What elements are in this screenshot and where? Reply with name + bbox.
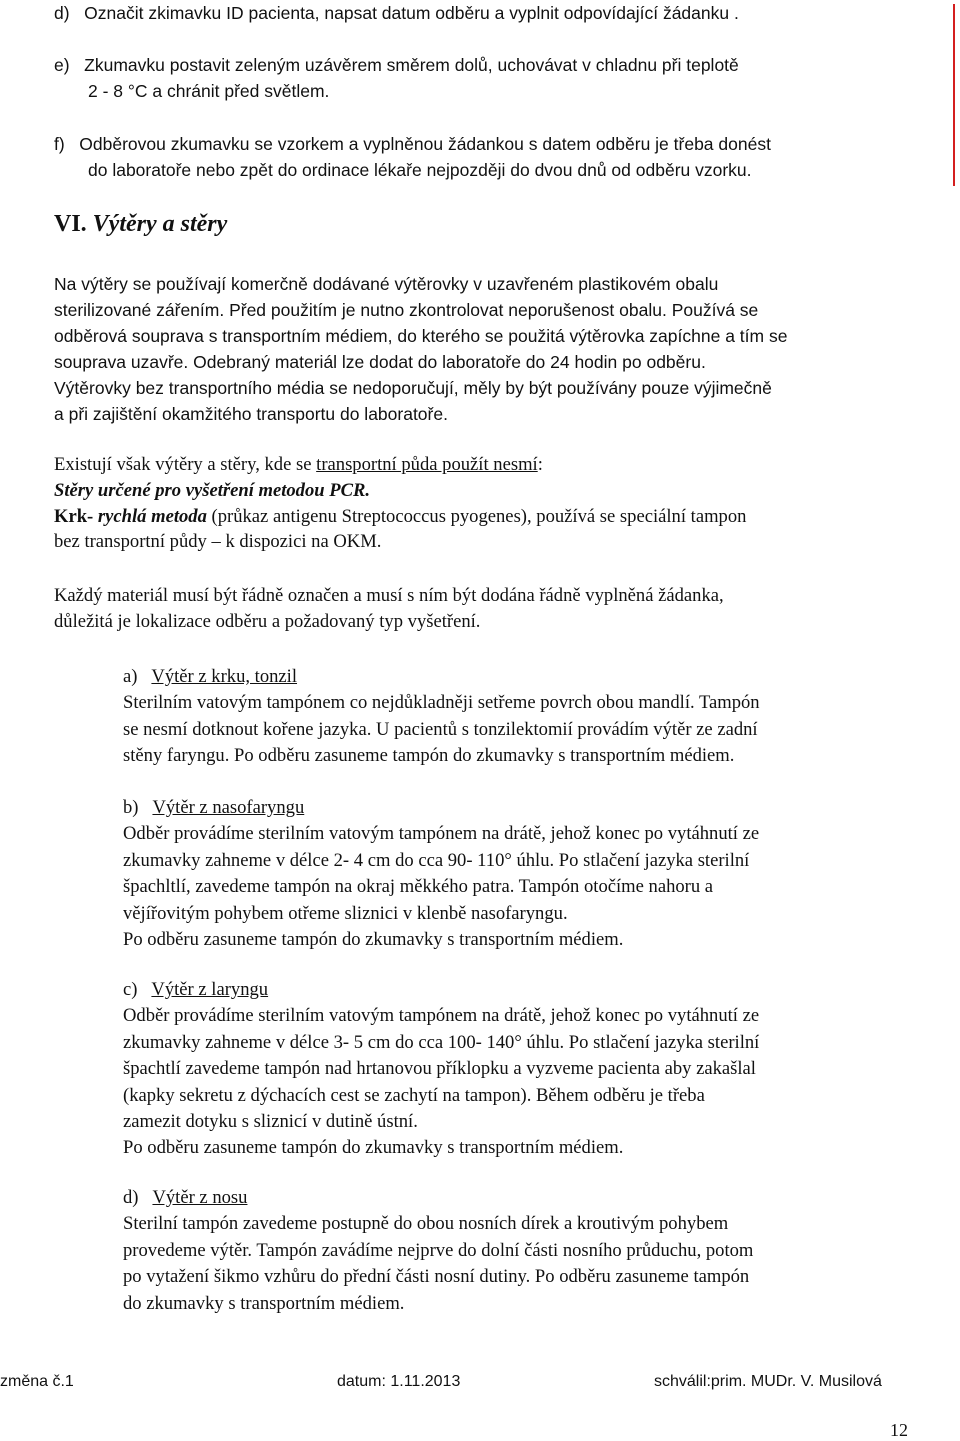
step-text: Zkumavku postavit zeleným uzávěrem směrem dolů, uchovávat v chladnu při teplotě — [84, 55, 739, 75]
swab-c — [123, 977, 913, 1162]
swab-title: Výtěr z laryngu — [151, 979, 269, 1000]
swab-letter: d) — [123, 1187, 139, 1208]
intro-line: Na výtěry se používají komerčně dodávané výtěrovky v uzavřeném plastikovém obalu — [54, 274, 719, 294]
swab-line: vějířovitým pohybem otřeme sliznici v klenbě nasofaryngu. — [123, 902, 568, 924]
swab-line: zkumavky zahneme v délce 3- 5 cm do cca 100- 140° úhlu. Po stlačení jazyka sterilní — [123, 1031, 760, 1053]
krk-text: (průkaz antigenu Streptococcus pyogenes), používá se speciální tampon — [206, 505, 747, 527]
step-letter: d) — [54, 3, 70, 23]
krk-text-cont: bez transportní půdy – k dispozici na OKM. — [54, 531, 382, 553]
exception-underlined: transportní půda použít nesmí — [316, 454, 538, 475]
swab-line: Po odběru zasuneme tampón do zkumavky s transportním médiem. — [123, 929, 624, 951]
swab-title: Výtěr z nosu — [152, 1187, 248, 1208]
intro-line: odběrová souprava s transportním médiem, do kterého se použitá výtěrovka zapíchne a tím se — [54, 326, 788, 346]
page-number: 12 — [890, 1420, 908, 1440]
intro-paragraph — [54, 271, 934, 427]
margin-change-bar — [953, 4, 955, 186]
step-text-cont: do laboratoře nebo zpět do ordinace lékaře nejpozději do dvou dnů od odběru vzorku. — [88, 160, 752, 180]
step-text-cont: 2 - 8 °C a chránit před světlem. — [88, 81, 330, 101]
swab-line: zamezit dotyku s sliznicí v dutině ústní. — [123, 1111, 418, 1133]
step-letter: f) — [54, 134, 65, 154]
exception-paragraph — [54, 452, 934, 555]
section-number: VI. — [54, 211, 87, 237]
footer-date: datum: 1.11.2013 — [337, 1373, 461, 1390]
swab-line: Sterilním vatovým tampónem co nejdůkladněji setřeme povrch obou mandlí. Tampón — [123, 692, 760, 714]
step-f — [54, 131, 934, 183]
swab-title: Výtěr z nasofaryngu — [152, 797, 305, 818]
step-d — [54, 0, 934, 26]
exception-prefix: Existují však výtěry a stěry, kde se — [54, 454, 317, 475]
section-heading — [54, 211, 227, 238]
swab-line: Odběr provádíme sterilním vatovým tampónem na drátě, jehož konec po vytáhnutí ze — [123, 1005, 760, 1027]
intro-line: Výtěrovky bez transportního média se nedoporučují, měly by být používány pouze výjimečně — [54, 378, 772, 398]
labeling-paragraph — [54, 583, 934, 635]
pcr-note: Stěry určené pro vyšetření metodou PCR. — [54, 479, 371, 501]
swab-line: se nesmí dotknout kořene jazyka. U pacientů s tonzilektomií provádím výtěr ze zadní — [123, 718, 758, 740]
footer-change: změna č.1 — [0, 1373, 74, 1390]
krk-label: Krk- — [54, 505, 98, 527]
swab-line: po vytažení šikmo vzhůru do přední části nosní dutiny. Po odběru zasuneme tampón — [123, 1266, 750, 1288]
step-text: Označit zkimavku ID pacienta, napsat datum odběru a vyplnit odpovídající žádanku . — [84, 3, 739, 23]
labeling-line: Každý materiál musí být řádně označen a musí s ním být dodána řádně vyplněná žádanka, — [54, 585, 724, 606]
section-title: Výtěry a stěry — [92, 211, 228, 237]
swab-d — [123, 1185, 913, 1317]
step-e — [54, 52, 934, 104]
krk-method: rychlá metoda — [97, 505, 207, 527]
swab-line: špachtlí zavedeme tampón nad hrtanovou příklopku a vyzveme pacienta aby zakašlal — [123, 1058, 756, 1080]
swab-b — [123, 795, 913, 953]
swab-letter: c) — [123, 979, 138, 1000]
swab-letter: a) — [123, 666, 138, 687]
swab-a — [123, 664, 913, 770]
intro-line: a při zajištění okamžitého transportu do laboratoře. — [54, 404, 448, 424]
swab-line: Sterilní tampón zavedeme postupně do obou nosních dírek a kroutivým pohybem — [123, 1213, 729, 1235]
swab-line: (kapky sekretu z dýchacích cest se zachytí na tampon). Během odběru je třeba — [123, 1084, 705, 1106]
swab-line: Odběr provádíme sterilním vatovým tampónem na drátě, jehož konec po vytáhnutí ze — [123, 823, 760, 845]
swab-letter: b) — [123, 797, 139, 818]
swab-line: provedeme výtěr. Tampón zavádíme nejprve do dolní části nosního průduchu, potom — [123, 1239, 754, 1261]
step-letter: e) — [54, 55, 70, 75]
labeling-line: důležitá je lokalizace odběru a požadovaný typ vyšetření. — [54, 610, 481, 632]
swab-line: špachltlí, zavedeme tampón na okraj měkkého patra. Tampón otočíme nahoru a — [123, 876, 714, 898]
intro-line: sterilizované zářením. Před použitím je nutno zkontrolovat neporušenost obalu. Používá se — [54, 300, 759, 320]
footer-approved: schválil:prim. MUDr. V. Musilová — [654, 1373, 882, 1390]
swab-line: zkumavky zahneme v délce 2- 4 cm do cca 90- 110° úhlu. Po stlačení jazyka sterilní — [123, 849, 750, 871]
swab-line: Po odběru zasuneme tampón do zkumavky s transportním médiem. — [123, 1137, 624, 1159]
step-text: Odběrovou zkumavku se vzorkem a vyplněnou žádankou s datem odběru je třeba donést — [79, 134, 771, 154]
exception-suffix: : — [537, 454, 543, 475]
intro-line: souprava uzavře. Odebraný materiál lze dodat do laboratoře do 24 hodin po odběru. — [54, 352, 706, 372]
swab-line: stěny faryngu. Po odběru zasuneme tampón do zkumavky s transportním médiem. — [123, 745, 735, 767]
swab-line: do zkumavky s transportním médiem. — [123, 1292, 405, 1314]
swab-title: Výtěr z krku, tonzil — [151, 666, 298, 687]
